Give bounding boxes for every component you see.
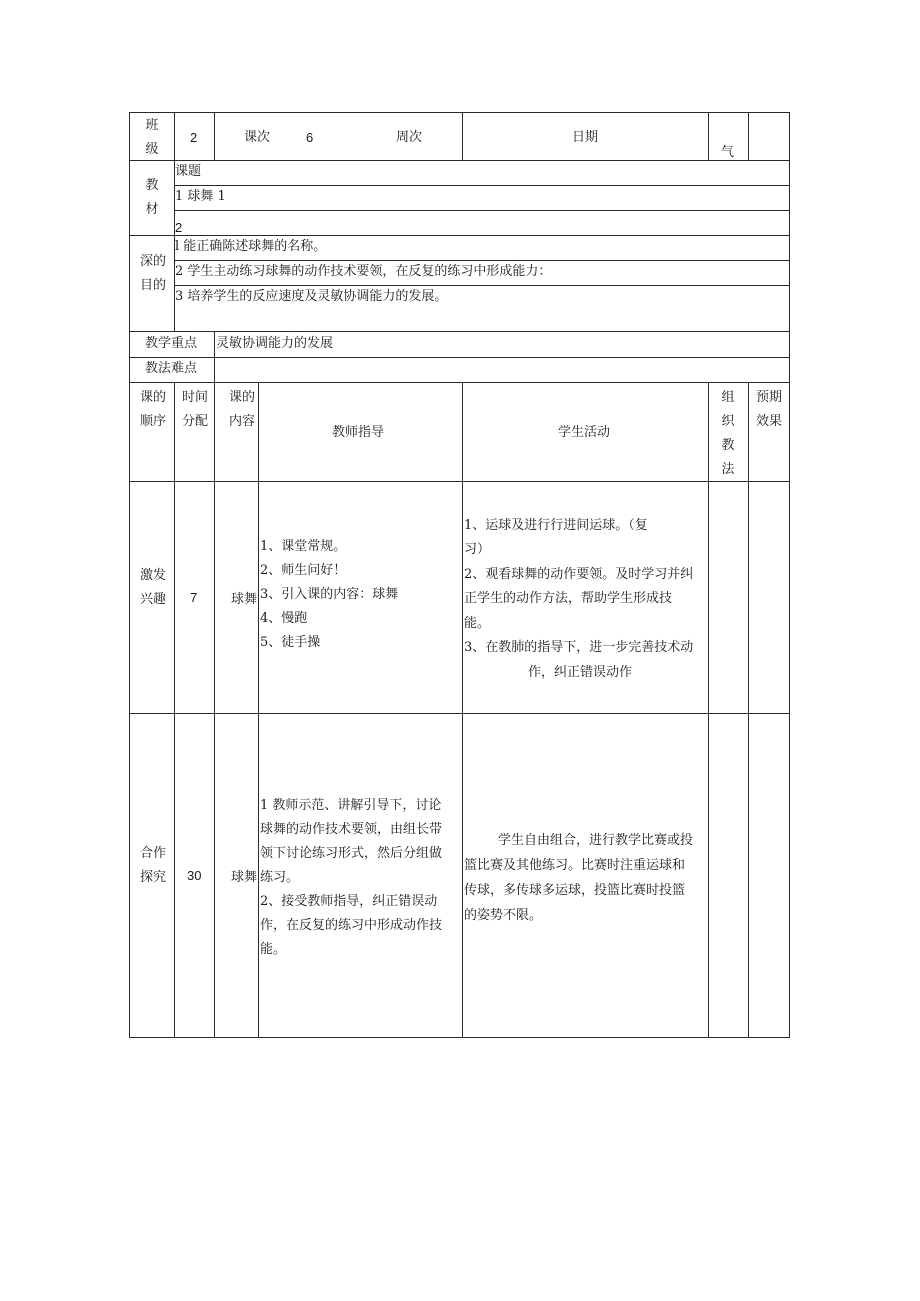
weather-label: 气 (721, 145, 735, 160)
student-line: 传球，多传球多运球，投篮比赛时投篮 (464, 883, 686, 898)
grid-line (789, 112, 790, 1038)
grid-line (129, 357, 790, 358)
section-time: 7 (190, 590, 198, 605)
objective-item: 3 培养学生的反应速度及灵敏协调能力的发展。 (175, 289, 448, 304)
grid-line (174, 210, 790, 211)
student-line: 学生自由组合，进行教学比赛或投 (498, 833, 694, 848)
material-item-2: 2 (175, 220, 183, 235)
grid-line (129, 160, 790, 161)
student-line: 能。 (464, 616, 491, 631)
grid-line (258, 382, 259, 1038)
grid-line (214, 331, 215, 383)
grid-line (129, 713, 790, 714)
student-line: 作，纠正错误动作 (528, 665, 633, 680)
col-effect-header: 预期效果 (755, 390, 782, 429)
grid-line (214, 112, 215, 160)
section-content: 球舞 (231, 870, 258, 885)
col-content-header: 课的内容 (228, 390, 255, 429)
col-student-header: 学生活动 (558, 425, 611, 440)
grid-line (174, 260, 790, 261)
material-item-1: 1 球舞 1 (175, 189, 226, 204)
class-label: 班级 (145, 118, 159, 157)
lesson-value: 6 (306, 130, 314, 145)
section-name: 合作探究 (139, 846, 166, 885)
grid-line (129, 112, 790, 113)
grid-line (748, 382, 749, 1038)
teacher-line: 练习。 (260, 870, 300, 885)
section-name: 激发兴趣 (139, 568, 166, 607)
teacher-line: 1 教师示范、讲解引导下，讨论 (260, 798, 442, 813)
grid-line (748, 112, 749, 160)
student-line: 1、运球及进行行进间运球。（复 (464, 518, 648, 533)
teacher-line: 能。 (260, 942, 287, 957)
teacher-line: 2、师生问好！ (260, 563, 347, 578)
key-point-value: 灵敏协调能力的发展 (216, 336, 334, 351)
student-line: 正学生的动作方法，帮助学生形成技 (464, 591, 673, 606)
grid-line (708, 112, 709, 160)
lesson-label: 课次 (244, 130, 271, 145)
teacher-line: 球舞的动作技术要领，由组长带 (260, 822, 443, 837)
date-label: 日期 (572, 130, 599, 145)
grid-line (462, 382, 463, 1038)
objectives-label: 深的目的 (140, 254, 167, 293)
grid-line (174, 285, 790, 286)
topic-label: 课题 (175, 164, 202, 179)
grid-line (462, 112, 463, 160)
objective-item: l 能正确陈述球舞的名称。 (175, 239, 327, 254)
student-line: 习） (464, 542, 491, 557)
teacher-line: 领下讨论练习形式，然后分组做 (260, 846, 443, 861)
grid-line (129, 481, 790, 482)
teacher-line: 5、徒手操 (260, 635, 321, 650)
objective-item: 2 学生主动练习球舞的动作技术要领，在反复的练习中形成能力： (175, 264, 552, 279)
col-time-header: 时间分配 (181, 390, 208, 429)
student-line: 2、观看球舞的动作要领。及时学习并纠 (464, 567, 694, 582)
class-value: 2 (190, 130, 198, 145)
teacher-line: 2、接受教师指导，纠正错误动 (260, 894, 438, 909)
teacher-line: 4、慢跑 (260, 611, 308, 626)
section-content: 球舞 (231, 592, 258, 607)
grid-line (174, 382, 175, 1038)
student-line: 3、在教肺的指导下，进一步完善技术动 (464, 640, 694, 655)
grid-line (708, 382, 709, 1038)
grid-line (129, 112, 130, 1038)
key-point-label: 教学重点 (145, 336, 198, 351)
grid-line (214, 382, 215, 1038)
grid-line (129, 1037, 790, 1038)
material-label: 教材 (145, 178, 159, 217)
week-label: 周次 (396, 130, 423, 145)
teacher-line: 作，在反复的练习中形成动作技 (260, 918, 443, 933)
col-teacher-header: 教师指导 (332, 425, 385, 440)
section-time: 30 (187, 868, 202, 883)
grid-line (129, 382, 790, 383)
difficulty-label: 教法难点 (145, 361, 198, 376)
col-order-header: 课的顺序 (140, 390, 167, 429)
col-organize-header: 组织教法 (721, 390, 735, 477)
grid-line (129, 331, 790, 332)
grid-line (174, 185, 790, 186)
teacher-line: 3、引入课的内容：球舞 (260, 587, 399, 602)
student-line: 的姿势不限。 (464, 908, 543, 923)
grid-line (129, 235, 790, 236)
teacher-line: 1、课堂常规。 (260, 539, 347, 554)
student-line: 篮比赛及其他练习。比赛时注重运球和 (464, 858, 686, 873)
